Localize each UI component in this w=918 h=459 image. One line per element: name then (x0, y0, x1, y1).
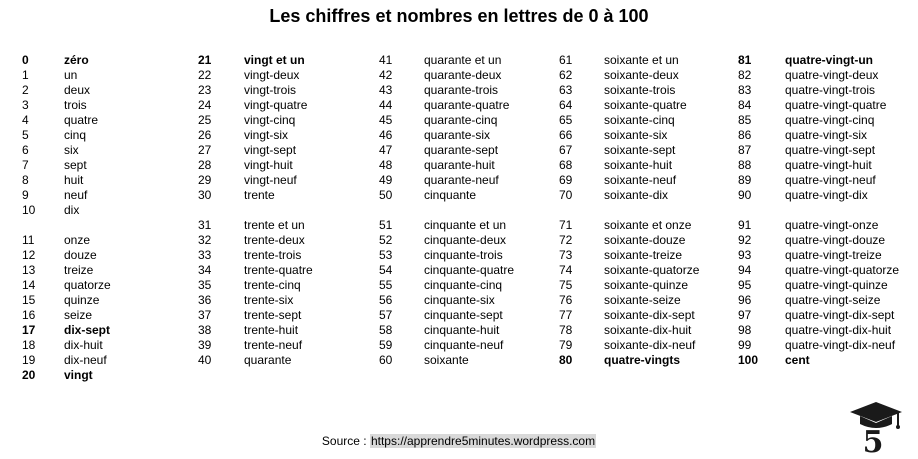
svg-text:5: 5 (862, 425, 884, 454)
number-digits: 22 (198, 68, 212, 82)
number-words: dix-neuf (64, 353, 107, 367)
number-words: quatre-vingt-dix-sept (785, 308, 895, 322)
number-digits: 88 (738, 158, 752, 172)
number-digits: 89 (738, 173, 752, 187)
number-digits: 7 (22, 158, 29, 172)
number-digits: 77 (559, 308, 573, 322)
number-words: quarante-quatre (424, 98, 510, 112)
number-digits: 38 (198, 323, 212, 337)
number-words: soixante (424, 353, 469, 367)
number-digits: 78 (559, 323, 573, 337)
number-digits: 98 (738, 323, 752, 337)
number-words: onze (64, 233, 91, 247)
number-words: quatre-vingt-quinze (785, 278, 888, 292)
number-digits: 17 (22, 323, 36, 337)
number-words: vingt et un (244, 53, 305, 67)
number-words: vingt-huit (244, 158, 293, 172)
number-words: trente-quatre (244, 263, 313, 277)
number-words: vingt (64, 368, 93, 382)
number-words: quarante-six (424, 128, 491, 142)
number-digits: 2 (22, 83, 29, 97)
number-digits: 85 (738, 113, 752, 127)
number-words: neuf (64, 188, 88, 202)
number-digits: 95 (738, 278, 752, 292)
page-title: Les chiffres et nombres en lettres de 0 à 100 (269, 6, 649, 26)
number-words: quatre-vingt-six (785, 128, 868, 142)
number-digits: 21 (198, 53, 212, 67)
number-words: vingt-six (244, 128, 289, 142)
number-digits: 35 (198, 278, 212, 292)
number-digits: 50 (379, 188, 393, 202)
number-words: cinquante-sept (424, 308, 503, 322)
number-digits: 9 (22, 188, 29, 202)
number-digits: 87 (738, 143, 752, 157)
number-words: cent (785, 353, 810, 367)
number-digits: 0 (22, 53, 29, 67)
number-words: soixante-dix (604, 188, 669, 202)
number-digits: 63 (559, 83, 573, 97)
number-words: quatre-vingt-onze (785, 218, 879, 232)
number-words: quatre-vingt-huit (785, 158, 872, 172)
number-digits: 12 (22, 248, 36, 262)
number-words: soixante-dix-huit (604, 323, 692, 337)
number-words: soixante-dix-neuf (604, 338, 696, 352)
number-digits: 34 (198, 263, 212, 277)
number-digits: 99 (738, 338, 752, 352)
number-words: quatre-vingt-cinq (785, 113, 875, 127)
number-words: huit (64, 173, 84, 187)
number-digits: 58 (379, 323, 393, 337)
number-words: soixante-quatre (604, 98, 687, 112)
number-words: deux (64, 83, 91, 97)
number-digits: 39 (198, 338, 212, 352)
number-digits: 44 (379, 98, 393, 112)
number-digits: 90 (738, 188, 752, 202)
number-words: cinquante (424, 188, 477, 202)
number-digits: 37 (198, 308, 212, 322)
number-words: soixante et onze (604, 218, 692, 232)
number-digits: 60 (379, 353, 393, 367)
source-label: Source : (321, 434, 367, 448)
number-words: trente et un (244, 218, 305, 232)
number-words: quatre-vingt-un (785, 53, 873, 67)
number-digits: 69 (559, 173, 573, 187)
number-words: quatre-vingt-douze (785, 233, 886, 247)
number-words: quatre-vingt-dix-huit (785, 323, 892, 337)
number-digits: 1 (22, 68, 29, 82)
number-words: cinquante-cinq (424, 278, 503, 292)
number-words: soixante et un (604, 53, 679, 67)
number-words: zéro (64, 53, 89, 67)
number-words: trente (244, 188, 275, 202)
number-digits: 6 (22, 143, 29, 157)
number-words: un (64, 68, 78, 82)
number-words: soixante-huit (604, 158, 673, 172)
number-words: cinquante-six (424, 293, 495, 307)
number-digits: 86 (738, 128, 752, 142)
number-digits: 68 (559, 158, 573, 172)
number-words: trente-deux (244, 233, 305, 247)
number-words: trente-cinq (244, 278, 301, 292)
number-digits: 26 (198, 128, 212, 142)
number-digits: 100 (738, 353, 759, 367)
number-digits: 29 (198, 173, 212, 187)
number-digits: 55 (379, 278, 393, 292)
number-digits: 61 (559, 53, 573, 67)
number-digits: 81 (738, 53, 752, 67)
number-digits: 15 (22, 293, 36, 307)
source-line (0, 433, 918, 449)
number-words: quatre-vingt-trois (785, 83, 876, 97)
number-words: quatre-vingt-dix-neuf (785, 338, 896, 352)
number-digits: 28 (198, 158, 212, 172)
number-words: trois (64, 98, 87, 112)
number-digits: 47 (379, 143, 393, 157)
number-digits: 74 (559, 263, 573, 277)
number-words: cinquante et un (424, 218, 507, 232)
number-words: quarante-deux (424, 68, 502, 82)
number-digits: 30 (198, 188, 212, 202)
number-words: quatre-vingt-sept (785, 143, 876, 157)
number-words: quarante et un (424, 53, 502, 67)
number-digits: 41 (379, 53, 393, 67)
number-words: cinquante-trois (424, 248, 503, 262)
number-words: douze (64, 248, 97, 262)
number-digits: 11 (22, 233, 35, 247)
number-words: soixante-quatorze (604, 263, 700, 277)
source-link[interactable]: https://apprendre5minutes.wordpress.com (370, 434, 596, 448)
number-digits: 73 (559, 248, 573, 262)
number-words: vingt-deux (244, 68, 300, 82)
number-digits: 57 (379, 308, 393, 322)
number-words: cinquante-deux (424, 233, 507, 247)
number-digits: 83 (738, 83, 752, 97)
number-words: trente-six (244, 293, 294, 307)
number-digits: 33 (198, 248, 212, 262)
number-digits: 48 (379, 158, 393, 172)
number-words: quatre (64, 113, 99, 127)
number-digits: 72 (559, 233, 573, 247)
number-words: trente-huit (244, 323, 299, 337)
number-digits: 23 (198, 83, 212, 97)
number-digits: 45 (379, 113, 393, 127)
number-digits: 10 (22, 203, 36, 217)
number-words: soixante-sept (604, 143, 676, 157)
number-digits: 49 (379, 173, 393, 187)
number-digits: 3 (22, 98, 29, 112)
number-words: six (64, 143, 79, 157)
number-digits: 84 (738, 98, 752, 112)
number-digits: 62 (559, 68, 573, 82)
number-words: quatre-vingt-quatre (785, 98, 887, 112)
number-words: soixante-cinq (604, 113, 675, 127)
number-words: cinquante-neuf (424, 338, 504, 352)
number-words: trente-trois (244, 248, 302, 262)
number-words: soixante-treize (604, 248, 683, 262)
number-digits: 13 (22, 263, 36, 277)
number-words: quarante-trois (424, 83, 499, 97)
number-digits: 40 (198, 353, 212, 367)
number-digits: 53 (379, 248, 393, 262)
number-words: soixante-six (604, 128, 668, 142)
number-digits: 92 (738, 233, 752, 247)
number-words: dix (64, 203, 80, 217)
number-digits: 52 (379, 233, 393, 247)
number-digits: 20 (22, 368, 36, 382)
number-words: quarante-cinq (424, 113, 498, 127)
number-words: soixante-seize (604, 293, 681, 307)
number-digits: 65 (559, 113, 573, 127)
number-words: quatre-vingt-neuf (785, 173, 876, 187)
number-digits: 79 (559, 338, 573, 352)
number-words: dix-sept (64, 323, 111, 337)
number-words: sept (64, 158, 87, 172)
number-digits: 59 (379, 338, 393, 352)
number-digits: 36 (198, 293, 212, 307)
number-words: quatre-vingt-treize (785, 248, 882, 262)
graduation-cap-5-logo (848, 398, 904, 454)
number-words: quatre-vingt-quatorze (785, 263, 900, 277)
number-digits: 64 (559, 98, 573, 112)
number-digits: 51 (379, 218, 393, 232)
number-words: soixante-dix-sept (604, 308, 695, 322)
number-words: vingt-sept (244, 143, 297, 157)
number-words: vingt-quatre (244, 98, 308, 112)
number-words: quatre-vingt-dix (785, 188, 868, 202)
number-words: soixante-quinze (604, 278, 689, 292)
number-words: quatre-vingt-seize (785, 293, 881, 307)
number-digits: 43 (379, 83, 393, 97)
number-words: seize (64, 308, 93, 322)
number-words: cinquante-quatre (424, 263, 515, 277)
number-digits: 42 (379, 68, 393, 82)
number-words: vingt-cinq (244, 113, 296, 127)
number-digits: 24 (198, 98, 212, 112)
number-digits: 75 (559, 278, 573, 292)
number-digits: 67 (559, 143, 573, 157)
number-digits: 66 (559, 128, 573, 142)
number-digits: 94 (738, 263, 752, 277)
number-words: vingt-neuf (244, 173, 297, 187)
number-digits: 54 (379, 263, 393, 277)
number-words: quatre-vingt-deux (785, 68, 879, 82)
number-words: soixante-douze (604, 233, 686, 247)
number-words: quatorze (64, 278, 111, 292)
number-words: quatre-vingts (604, 353, 681, 367)
number-words: quinze (64, 293, 100, 307)
number-digits: 71 (559, 218, 573, 232)
number-digits: 96 (738, 293, 752, 307)
number-digits: 14 (22, 278, 36, 292)
number-words: quarante-huit (424, 158, 495, 172)
number-digits: 76 (559, 293, 573, 307)
number-words: soixante-trois (604, 83, 676, 97)
number-words: dix-huit (64, 338, 103, 352)
number-digits: 97 (738, 308, 752, 322)
number-digits: 19 (22, 353, 36, 367)
number-words: trente-neuf (244, 338, 303, 352)
number-words: soixante-deux (604, 68, 679, 82)
number-digits: 27 (198, 143, 212, 157)
number-digits: 25 (198, 113, 212, 127)
number-digits: 80 (559, 353, 573, 367)
number-digits: 4 (22, 113, 29, 127)
number-digits: 46 (379, 128, 393, 142)
number-digits: 32 (198, 233, 212, 247)
number-words: quarante-neuf (424, 173, 499, 187)
number-words: quarante-sept (424, 143, 499, 157)
number-digits: 18 (22, 338, 36, 352)
number-words: trente-sept (244, 308, 302, 322)
number-words: cinquante-huit (424, 323, 500, 337)
number-digits: 31 (198, 218, 212, 232)
number-words: vingt-trois (244, 83, 297, 97)
number-digits: 70 (559, 188, 573, 202)
number-digits: 91 (738, 218, 752, 232)
number-digits: 93 (738, 248, 752, 262)
number-words: soixante-neuf (604, 173, 677, 187)
number-digits: 56 (379, 293, 393, 307)
number-digits: 8 (22, 173, 29, 187)
number-words: treize (64, 263, 94, 277)
number-digits: 5 (22, 128, 29, 142)
number-words: quarante (244, 353, 292, 367)
number-words: cinq (64, 128, 87, 142)
number-digits: 82 (738, 68, 752, 82)
number-digits: 16 (22, 308, 36, 322)
